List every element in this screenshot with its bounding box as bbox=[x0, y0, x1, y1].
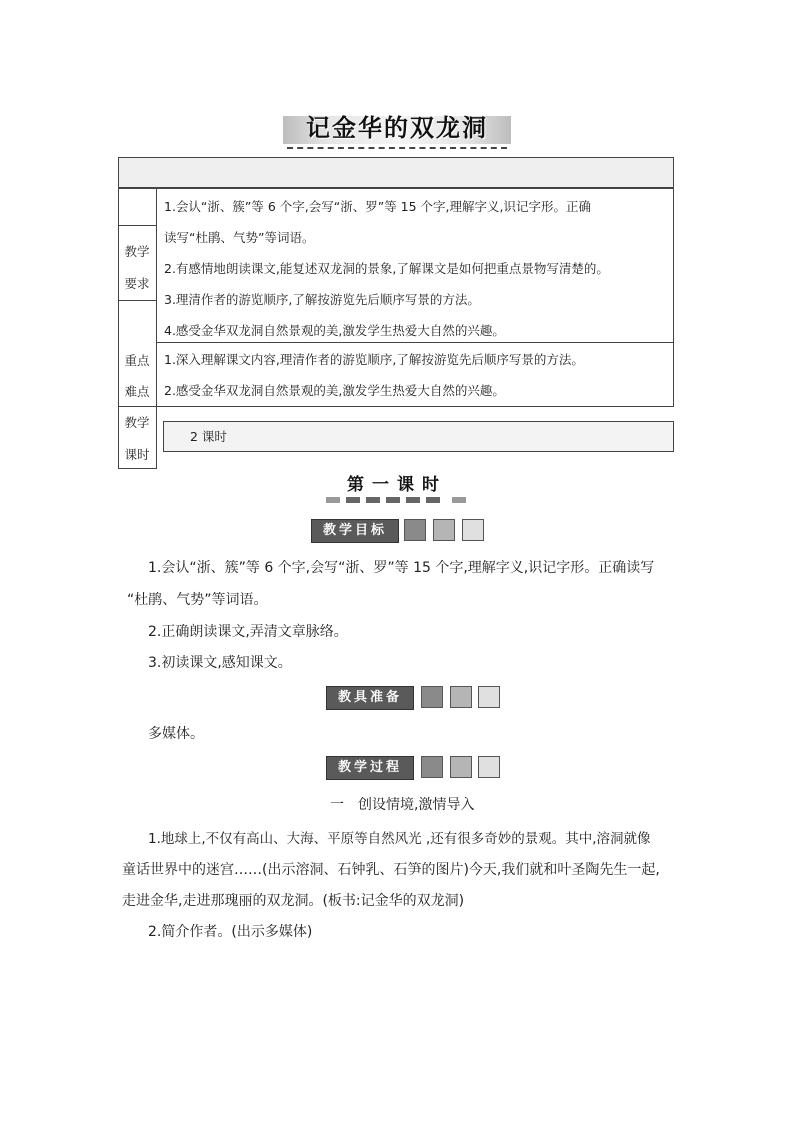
time-label-1: 教学 bbox=[124, 415, 150, 430]
line-3 bbox=[118, 406, 674, 407]
req-label-2: 要求 bbox=[124, 276, 150, 291]
key-label-1: 重点 bbox=[124, 353, 150, 368]
prep-square-3 bbox=[478, 686, 500, 708]
goals-label: 教学目标 bbox=[311, 519, 399, 543]
key-line-1: 1.深入理解课文内容,理清作者的游览顺序,了解按游览先后顺序写景的方法。 bbox=[164, 352, 584, 367]
process-subheading: 一 创设情境,激情导入 bbox=[330, 797, 475, 813]
goal-line-3: 2.正确朗读课文,弄清文章脉络。 bbox=[148, 624, 348, 640]
process-line-4: 2.简介作者。(出示多媒体) bbox=[148, 924, 313, 940]
process-line-1: 1.地球上,不仅有高山、大海、平原等自然风光 ,还有很多奇妙的景观。其中,溶洞就像 bbox=[148, 831, 651, 847]
lesson-heading-text: 第一课时 bbox=[347, 475, 447, 495]
req-label-1: 教学 bbox=[124, 244, 150, 259]
key-line-2: 2.感受金华双龙洞自然景观的美,激发学生热爱大自然的兴趣。 bbox=[164, 383, 505, 398]
req-line-1: 1.会认“浙、簇”等 6 个字,会写“浙、罗”等 15 个字,理解字义,识记字形。正确 bbox=[164, 199, 592, 214]
goals-square-1 bbox=[404, 519, 426, 541]
time-cell bbox=[163, 421, 674, 452]
req-line-4: 3.理清作者的游览顺序,了解按游览先后顺序写景的方法。 bbox=[164, 292, 480, 307]
right-border bbox=[673, 188, 674, 406]
heading-bar-right bbox=[452, 497, 466, 503]
prep-square-2 bbox=[450, 686, 472, 708]
req-line-2: 读写“杜鹃、气势”等词语。 bbox=[164, 230, 315, 245]
process-line-2: 童话世界中的迷宫……(出示溶洞、石钟乳、石笋的图片)今天,我们就和叶圣陶先生一起, bbox=[122, 862, 660, 878]
heading-bar-dash bbox=[346, 497, 446, 503]
process-square-3 bbox=[478, 756, 500, 778]
goals-square-3 bbox=[462, 519, 484, 541]
req-line-3: 2.有感情地朗读课文,能复述双龙洞的景象,了解课文是如何把重点景物写清楚的。 bbox=[164, 261, 609, 276]
line-4 bbox=[118, 468, 156, 469]
goals-square-2 bbox=[433, 519, 455, 541]
goal-line-1: 1.会认“浙、簇”等 6 个字,会写“浙、罗”等 15 个字,理解字义,识记字形。正确读写 bbox=[148, 560, 655, 576]
req-label-split-top bbox=[118, 225, 156, 226]
lesson-heading bbox=[322, 470, 472, 510]
goal-line-4: 3.初读课文,感知课文。 bbox=[148, 655, 292, 671]
key-label-2: 难点 bbox=[124, 384, 150, 399]
time-label-2: 课时 bbox=[124, 447, 150, 462]
prep-square-1 bbox=[421, 686, 443, 708]
line-2 bbox=[156, 342, 674, 343]
prep-label: 教具准备 bbox=[326, 686, 414, 710]
heading-bar-left bbox=[326, 497, 340, 503]
line-1 bbox=[118, 188, 674, 189]
time-value: 2 课时 bbox=[190, 429, 227, 444]
page-title: 记金华的双龙洞 bbox=[306, 114, 488, 142]
label-divider bbox=[156, 188, 157, 469]
process-label: 教学过程 bbox=[326, 756, 414, 780]
table-header-row bbox=[118, 157, 674, 188]
process-square-1 bbox=[421, 756, 443, 778]
goal-line-2: “杜鹃、气势”等词语。 bbox=[127, 592, 268, 608]
process-line-3: 走进金华,走进那瑰丽的双龙洞。(板书:记金华的双龙洞) bbox=[122, 893, 465, 909]
info-table bbox=[0, 0, 794, 480]
prep-text: 多媒体。 bbox=[148, 726, 204, 742]
req-line-5: 4.感受金华双龙洞自然景观的美,激发学生热爱大自然的兴趣。 bbox=[164, 323, 505, 338]
process-square-2 bbox=[450, 756, 472, 778]
req-label-split bbox=[118, 300, 156, 301]
